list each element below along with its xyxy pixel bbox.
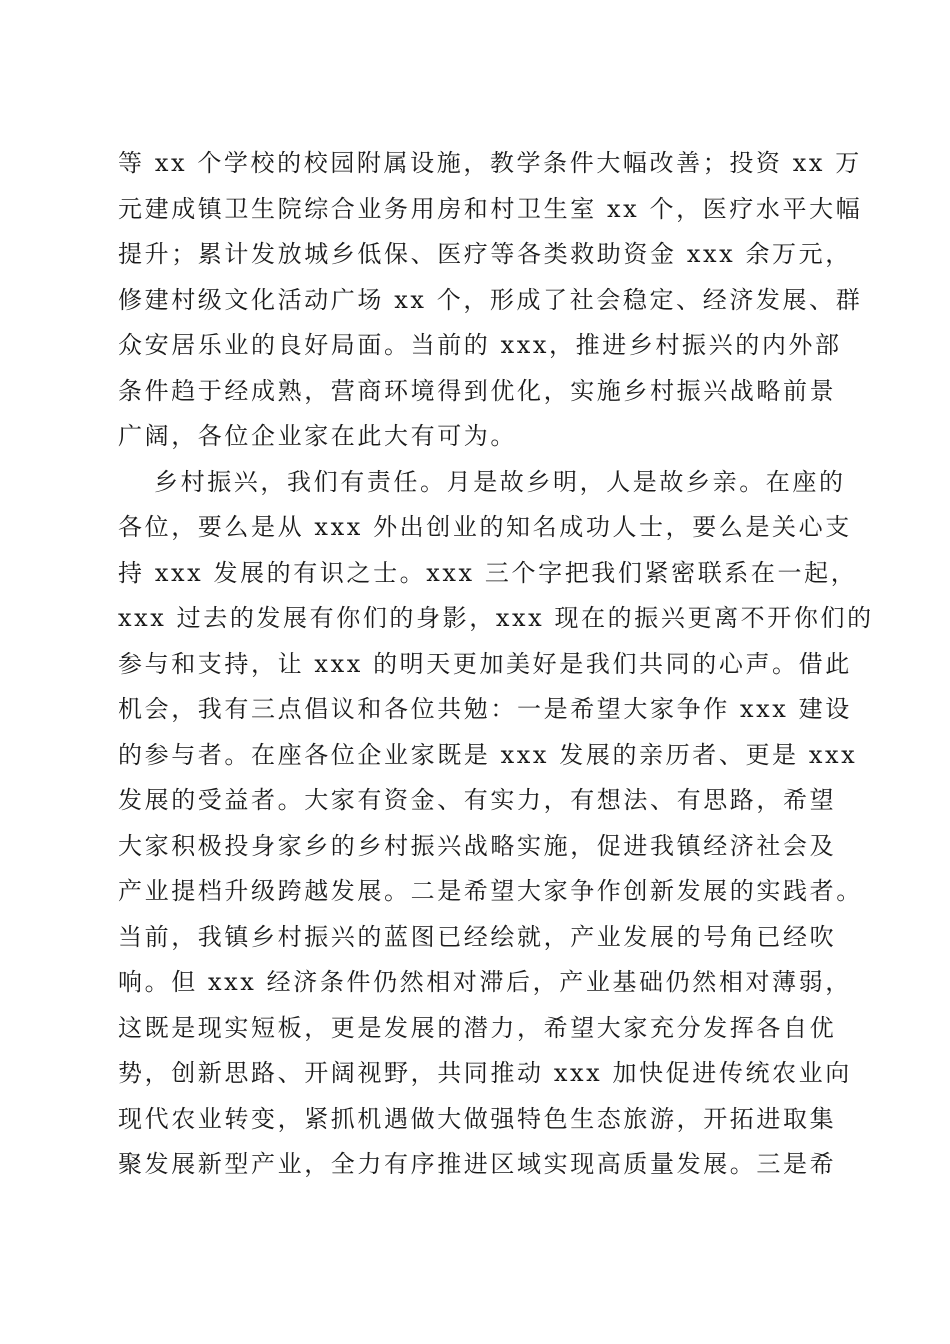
text-line: 聚发展新型产业，全力有序推进区域实现高质量发展。三是希 [118,1150,837,1178]
text-line: 各位，要么是从 xxx 外出创业的知名成功人士，要么是关心支 [118,513,852,541]
text-line: 提升；累计发放城乡低保、医疗等各类救助资金 xxx 余万元， [118,240,852,268]
body-text [118,141,874,1188]
text-line: 条件趋于经成熟，营商环境得到优化，实施乡村振兴战略前景 [118,376,837,405]
text-line: 乡村振兴，我们有责任。月是故乡明，人是故乡亲。在座的 [154,467,846,496]
text-line: 这既是现实短板，更是发展的潜力，希望大家充分发挥各自优 [118,1013,837,1042]
text-line: 当前，我镇乡村振兴的蓝图已经绘就，产业发展的号角已经吹 [118,922,837,951]
text-line: 参与和支持，让 xxx 的明天更加美好是我们共同的心声。借此 [118,649,852,678]
text-line: 等 xx 个学校的校园附属设施，教学条件大幅改善；投资 xx 万 [118,149,862,177]
text-line: 产业提档升级跨越发展。二是希望大家争作创新发展的实践者。 [118,877,863,905]
text-line: 大家积极投身家乡的乡村振兴战略实施，促进我镇经济社会及 [118,831,837,860]
text-line: 势，创新思路、开阔视野，共同推动 xxx 加快促进传统农业向 [118,1059,852,1087]
text-line: 众安居乐业的良好局面。当前的 xxx，推进乡村振兴的内外部 [118,331,842,359]
text-line: 响。但 xxx 经济条件仍然相对滞后，产业基础仍然相对薄弱， [118,968,852,996]
paragraph-2 [118,460,874,1188]
text-line: 修建村级文化活动广场 xx 个，形成了社会稳定、经济发展、群 [118,285,863,314]
text-line: 机会，我有三点倡议和各位共勉：一是希望大家争作 xxx 建设 [118,695,852,723]
text-line: 广阔，各位企业家在此大有可为。 [118,422,517,450]
text-line: 持 xxx 发展的有识之士。xxx 三个字把我们紧密联系在一起， [118,558,858,587]
text-line: xxx 过去的发展有你们的身影，xxx 现在的振兴更离不开你们的 [118,604,874,632]
paragraph-1 [118,141,863,460]
text-line: 的参与者。在座各位企业家既是 xxx 发展的亲历者、更是 xxx [118,740,858,769]
text-line: 元建成镇卫生院综合业务用房和村卫生室 xx 个，医疗水平大幅 [118,194,863,223]
text-line: 发展的受益者。大家有资金、有实力，有想法、有思路，希望 [118,786,837,814]
text-line: 现代农业转变，紧抓机遇做大做强特色生态旅游，开拓进取集 [118,1104,837,1133]
